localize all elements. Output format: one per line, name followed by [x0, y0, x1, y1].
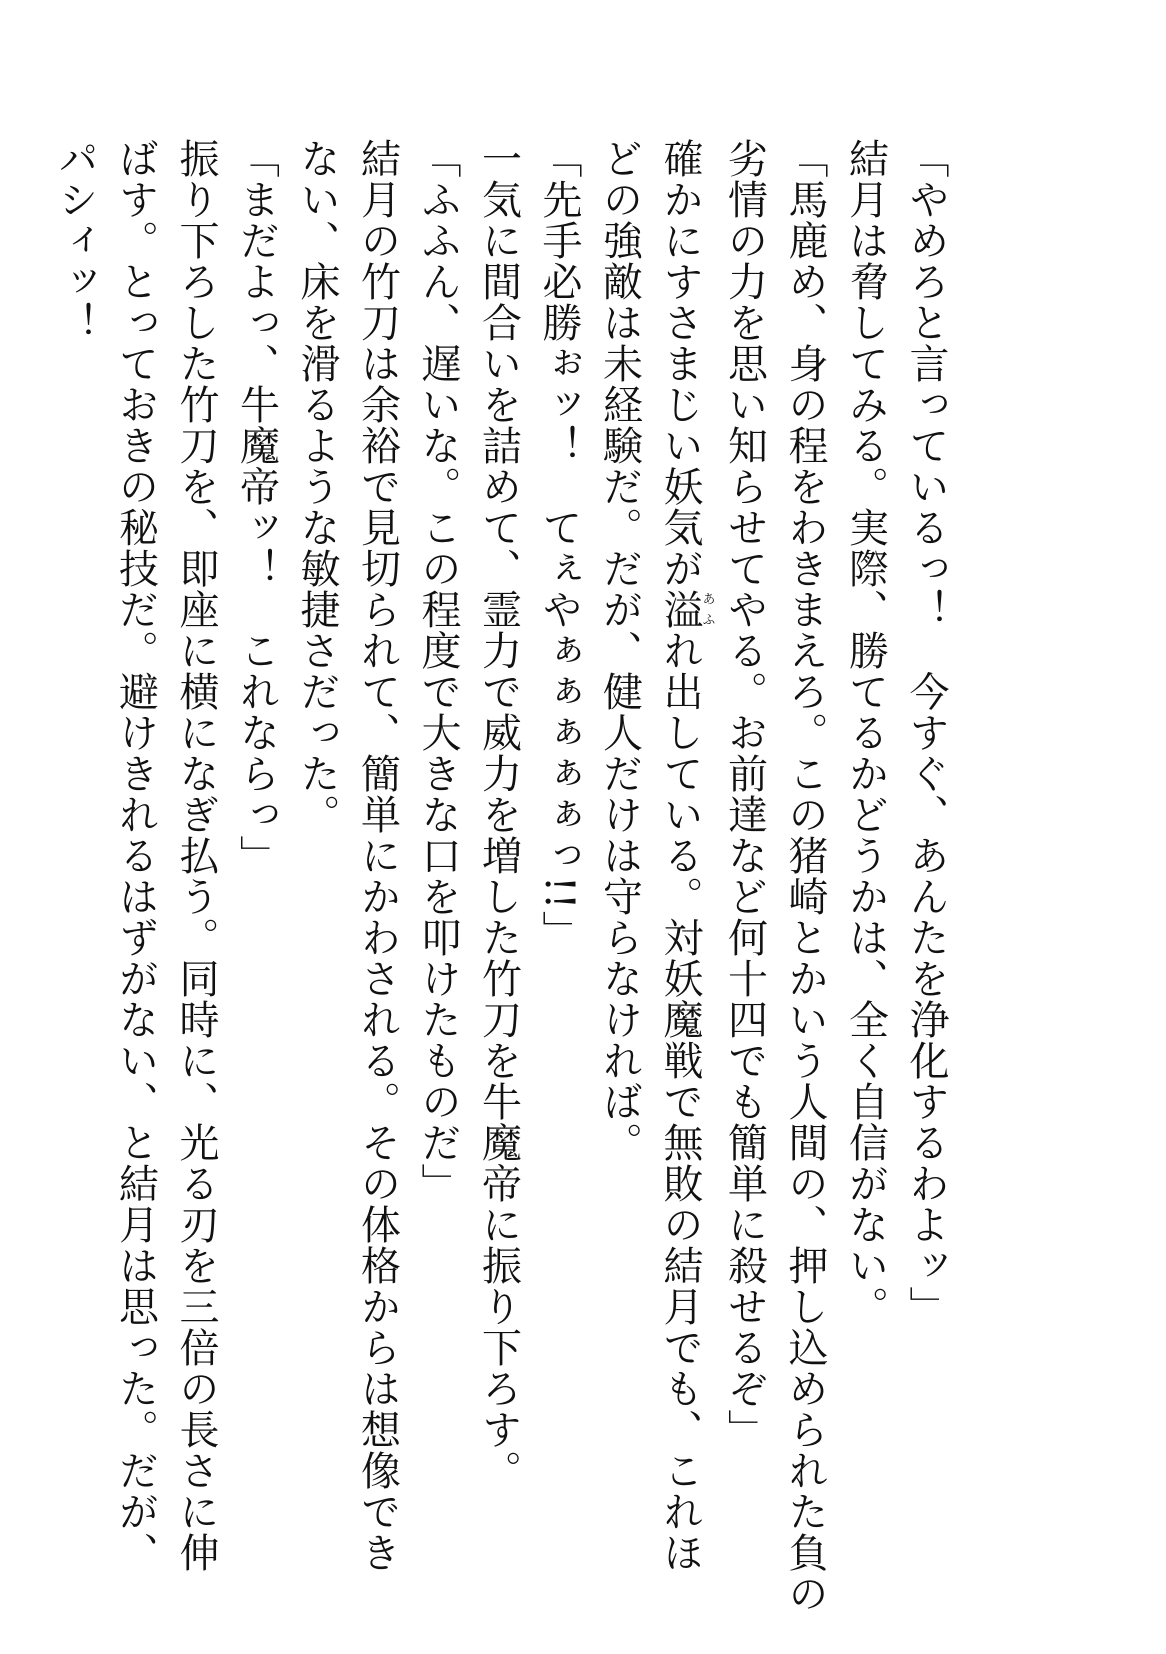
text-line-6: どの強敵は未経験だ。だが、健人だけは守らなければ。 — [596, 138, 643, 1163]
text-line-9: 「ふふん、遅いな。この程度で大きな口を叩けたものだ」 — [415, 138, 461, 1204]
text-line-7: 「先手必勝ぉッ！ てぇやぁぁぁぁぁっ!!」 — [536, 138, 582, 952]
text-line-11: ない、床を滑るような敏捷さだった。 — [294, 138, 340, 835]
text-line-5: 確かにすさまじい妖気が溢あふれ出している。対妖魔戦で無敗の結月でも、これほ — [657, 138, 715, 1573]
text-line-8: 一気に間合いを詰めて、霊力で威力を増した竹刀を牛魔帝に振り下ろす。 — [475, 138, 522, 1491]
text-line-10: 結月の竹刀は余裕で見切られて、簡単にかわされる。その体格からは想像でき — [354, 138, 401, 1573]
text-line-4: 劣情の力を思い知らせてやる。お前達など何十四でも簡単に殺せるぞ」 — [721, 138, 768, 1450]
text-line-3: 「馬鹿め、身の程をわきまえろ。この猪崎とかいう人間の、押し込められた負の — [782, 138, 828, 1614]
text-line-14: ばす。とっておきの秘技だ。避けきれるはずがない、と結月は思った。だが、 — [112, 138, 159, 1573]
text-line-1: 「やめろと言っているっ！ 今すぐ、あんたを浄化するわよッ」 — [903, 138, 949, 1327]
furigana-reading: あふ — [699, 589, 715, 630]
text-line-15: パシィッ！ — [52, 138, 98, 343]
text-line-2: 結月は脅してみる。実際、勝てるかどうかは、全く自信がない。 — [842, 138, 889, 1327]
novel-text — [45, 138, 957, 1614]
text-line-12: 「まだよっ、牛魔帝ッ！ これならっ」 — [233, 138, 280, 876]
text-line-13: 振り下ろした竹刀を、即座に横になぎ払う。同時に、光る刃を三倍の長さに伸 — [173, 138, 219, 1573]
furigana-ruby: 溢あふ — [657, 589, 715, 630]
